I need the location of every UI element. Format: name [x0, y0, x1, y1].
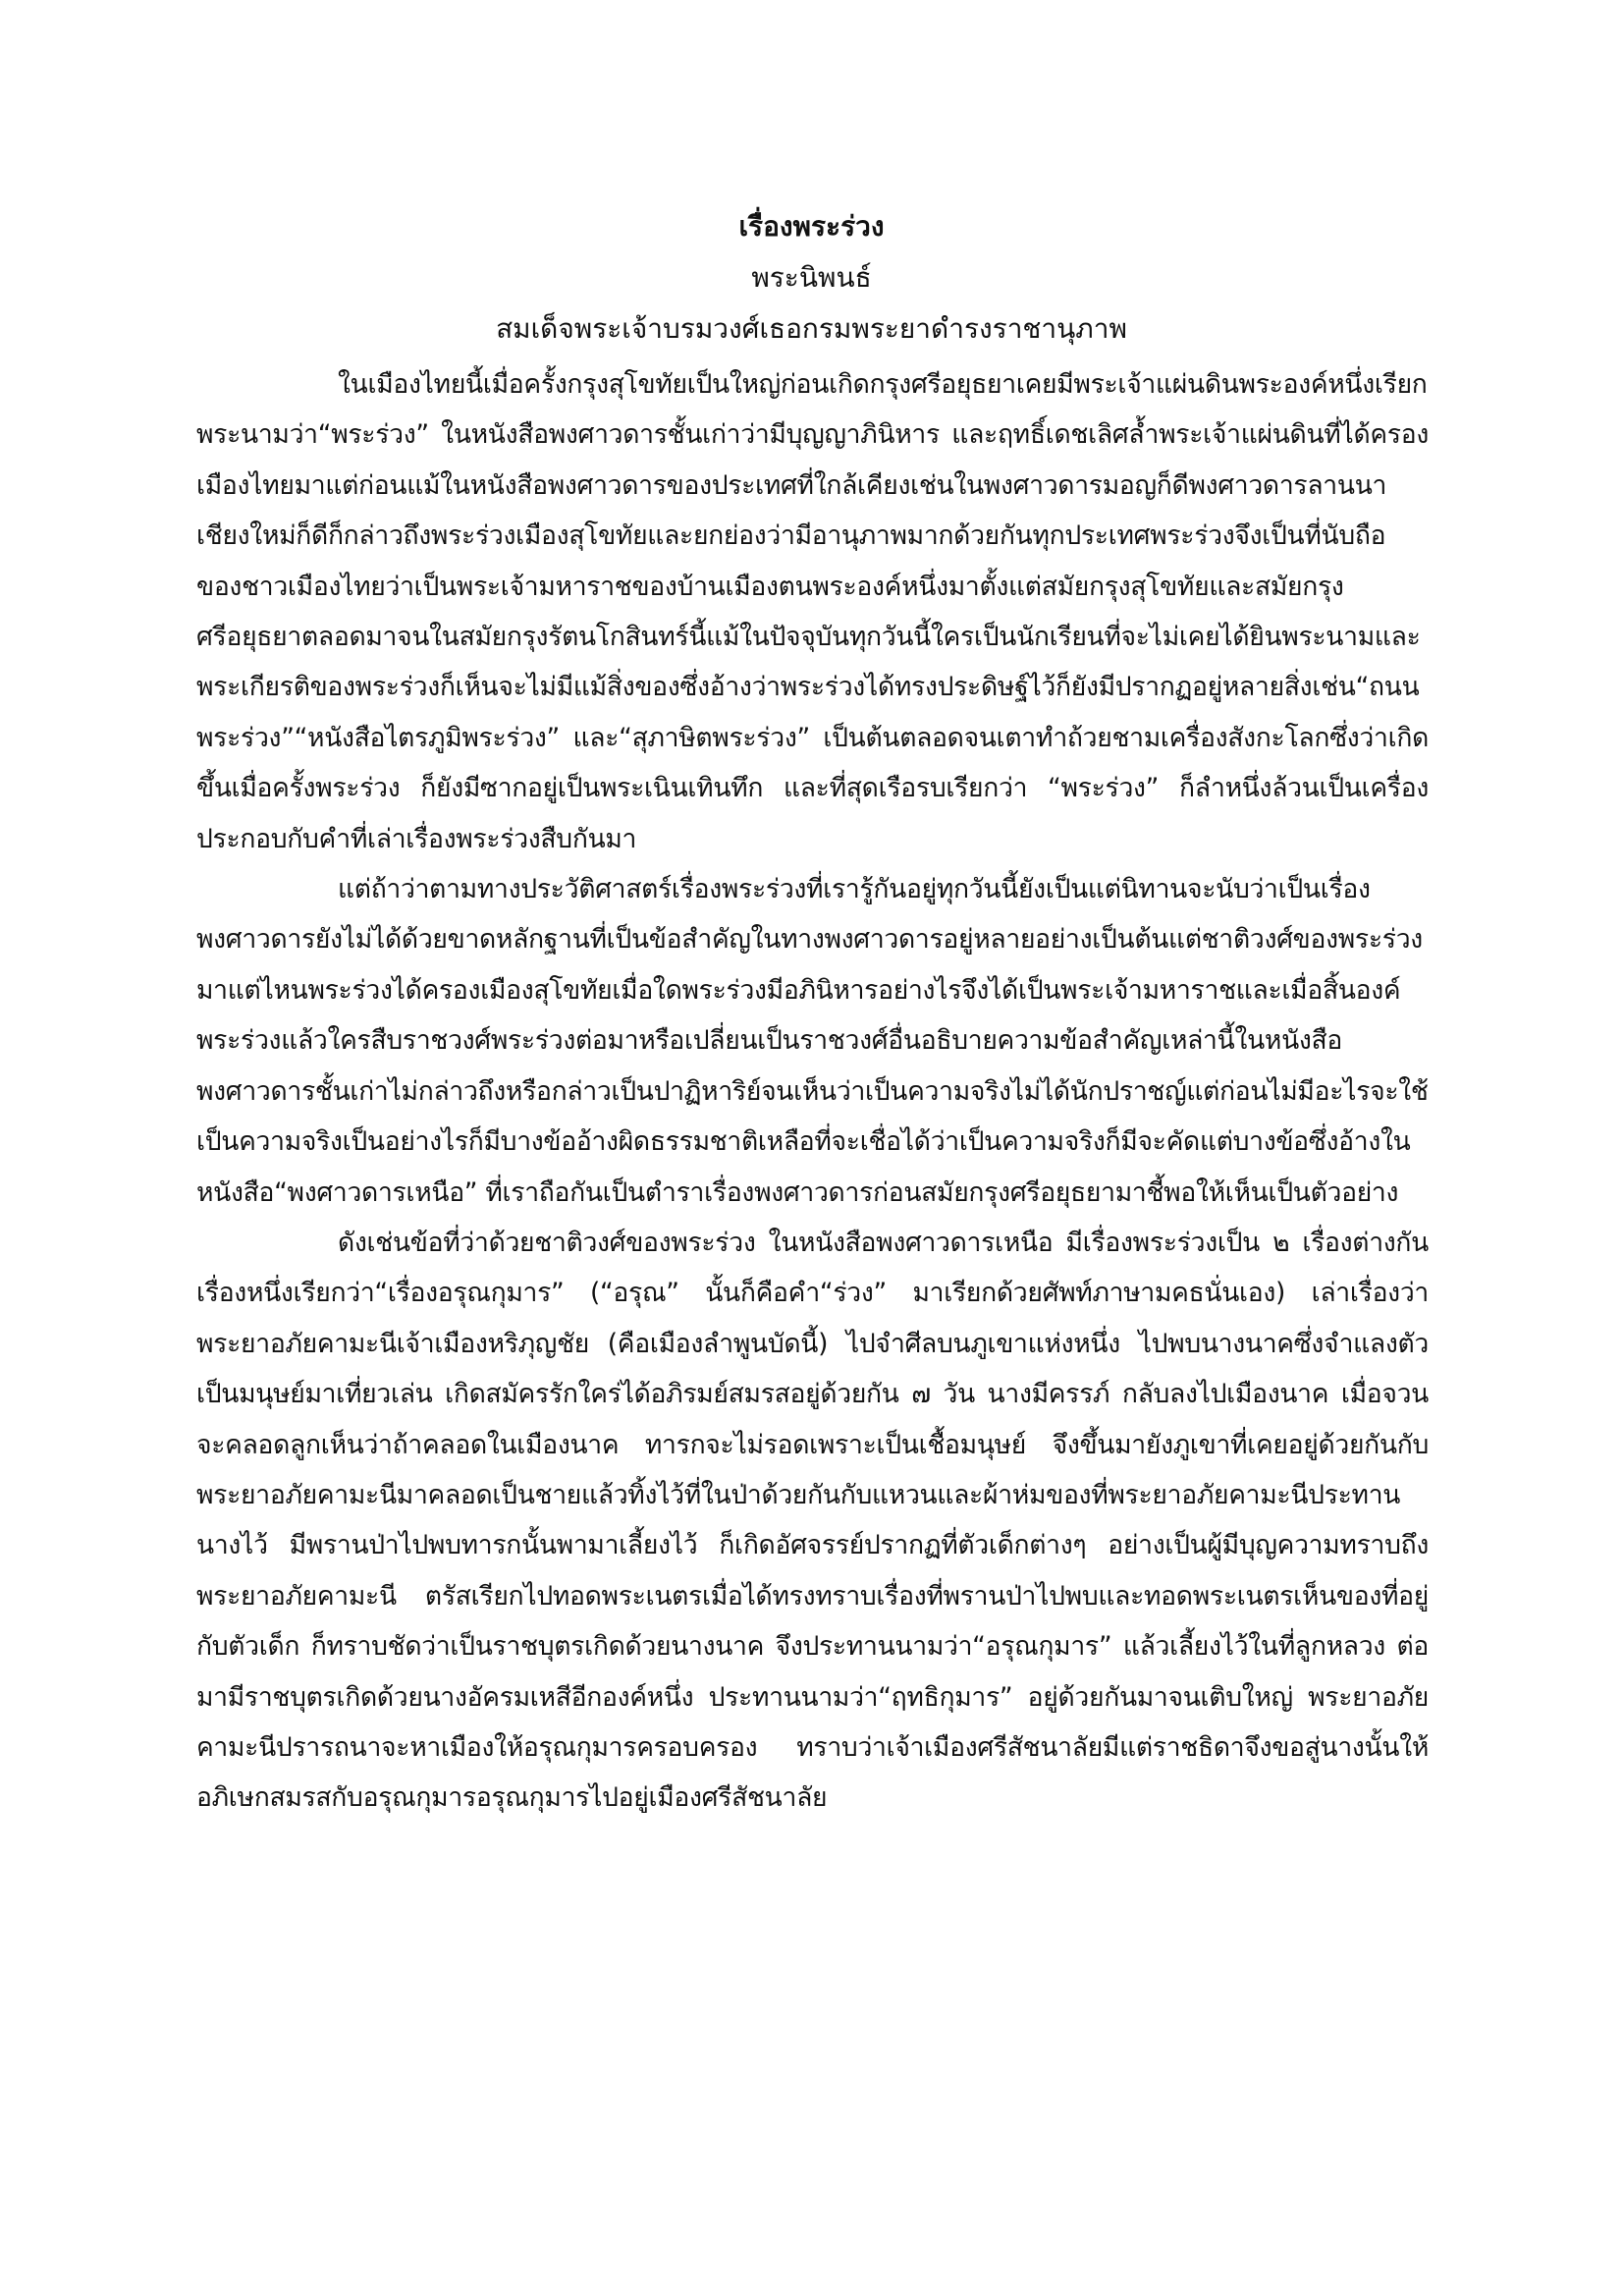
heading-block: [196, 201, 1427, 355]
document-author: สมเด็จพระเจ้าบรมวงศ์เธอกรมพระยาดำรงราชานุภาพ: [496, 312, 1127, 345]
document-subtitle: พระนิพนธ์: [751, 261, 872, 294]
paragraph: ดังเช่นข้อที่ว่าด้วยชาติวงศ์ของพระร่วง ในหนังสือพงศาวดารเหนือ มีเรื่องพระร่วงเป็น ๒ เรื่องต่างกัน เรื่องหนึ่งเรียกว่า“เรื่องอรุณกุมาร” (“อรุณ” นั้นก็คือคำ“ร่วง” มาเรียกด้วยศัพท์ภาษามคธนั่นเอง) เล่าเรื่องว่าพระยาอภัยคามะนีเจ้าเมืองหริภุญชัย (คือเมืองลำพูนบัดนี้) ไปจำศีลบนภูเขาแห่งหนึ่ง ไปพบนางนาคซึ่งจำแลงตัวเป็นมนุษย์มาเที่ยวเล่น เกิดสมัครรักใคร่ได้อภิรมย์สมรสอยู่ด้วยกัน ๗ วัน นางมีครรภ์ กลับลงไปเมืองนาค เมื่อจวนจะคลอดลูกเห็นว่าถ้าคลอดในเมืองนาค ทารกจะไม่รอดเพราะเป็นเชื้อมนุษย์ จึงขึ้นมายังภูเขาที่เคยอยู่ด้วยกันกับพระยาอภัยคามะนีมาคลอดเป็นชายแล้วทิ้งไว้ที่ในป่าด้วยกันกับแหวนและผ้าห่มของที่พระยาอภัยคามะนีประทานนางไว้ มีพรานป่าไปพบทารกนั้นพามาเลี้ยงไว้ ก็เกิดอัศจรรย์ปรากฏที่ตัวเด็กต่างๆ อย่างเป็นผู้มีบุญความทราบถึงพระยาอภัยคามะนี ตรัสเรียกไปทอดพระเนตรเมื่อได้ทรงทราบเรื่องที่พรานป่าไปพบและทอดพระเนตรเห็นของที่อยู่กับตัวเด็ก ก็ทราบชัดว่าเป็นราชบุตรเกิดด้วยนางนาค จึงประทานนามว่า“อรุณกุมาร” แล้วเลี้ยงไว้ในที่ลูกหลวง ต่อมามีราชบุตรเกิดด้วยนางอัครมเหสีอีกองค์หนึ่ง ประทานนามว่า“ฤทธิกุมาร” อยู่ด้วยกันมาจนเติบใหญ่ พระยาอภัยคามะนีปรารถนาจะหาเมืองให้อรุณกุมารครอบครอง ทราบว่าเจ้าเมืองศรีสัชนาลัยมีแต่ราชธิดาจึงขอสู่นางนั้นให้อภิเษกสมรสกับอรุณกุมารอรุณกุมารไปอยู่เมืองศรีสัชนาลัย: [196, 1227, 1429, 1814]
paragraph: แต่ถ้าว่าตามทางประวัติศาสตร์เรื่องพระร่วงที่เรารู้กันอยู่ทุกวันนี้ยังเป็นแต่นิทานจะนับว่าเป็นเรื่องพงศาวดารยังไม่ได้ด้วยขาดหลักฐานที่เป็นข้อสำคัญในทางพงศาวดารอยู่หลายอย่างเป็นต้นแต่ชาติวงศ์ของพระร่วงมาแต่ไหนพระร่วงได้ครองเมืองสุโขทัยเมื่อใดพระร่วงมีอภินิหารอย่างไรจึงได้เป็นพระเจ้ามหาราชและเมื่อสิ้นองค์พระร่วงแล้วใครสืบราชวงศ์พระร่วงต่อมาหรือเปลี่ยนเป็นราชวงศ์อื่นอธิบายความข้อสำคัญเหล่านี้ในหนังสือพงศาวดารชั้นเก่าไม่กล่าวถึงหรือกล่าวเป็นปาฏิหาริย์จนเห็นว่าเป็นความจริงไม่ได้นักปราชญ์แต่ก่อนไม่มีอะไรจะใช้เป็นความจริงเป็นอย่างไรก็มีบางข้ออ้างผิดธรรมชาติเหลือที่จะเชื่อได้ว่าเป็นความจริงก็มีจะคัดแต่บางข้อซึ่งอ้างในหนังสือ“พงศาวดารเหนือ” ที่เราถือกันเป็นตำราเรื่องพงศาวดารก่อนสมัยกรุงศรีอยุธยามาชี้พอให้เห็นเป็นตัวอย่าง: [196, 874, 1429, 1208]
body-text: [196, 359, 1429, 1824]
paragraph: ในเมืองไทยนี้เมื่อครั้งกรุงสุโขทัยเป็นใหญ่ก่อนเกิดกรุงศรีอยุธยาเคยมีพระเจ้าแผ่นดินพระองค์หนึ่งเรียกพระนามว่า“พระร่วง” ในหนังสือพงศาวดารชั้นเก่าว่ามีบุญญาภินิหาร และฤทธิ์เดชเลิศล้ำพระเจ้าแผ่นดินที่ได้ครองเมืองไทยมาแต่ก่อนแม้ในหนังสือพงศาวดารของประเทศที่ใกล้เคียงเช่นในพงศาวดารมอญก็ดีพงศาวดารลานนาเชียงใหม่ก็ดีก็กล่าวถึงพระร่วงเมืองสุโขทัยและยกย่องว่ามีอานุภาพมากด้วยกันทุกประเทศพระร่วงจึงเป็นที่นับถือของชาวเมืองไทยว่าเป็นพระเจ้ามหาราชของบ้านเมืองตนพระองค์หนึ่งมาตั้งแต่สมัยกรุงสุโขทัยและสมัยกรุงศรีอยุธยาตลอดมาจนในสมัยกรุงรัตนโกสินทร์นี้แม้ในปัจจุบันทุกวันนี้ใครเป็นนักเรียนที่จะไม่เคยได้ยินพระนามและพระเกียรติของพระร่วงก็เห็นจะไม่มีแม้สิ่งของซึ่งอ้างว่าพระร่วงได้ทรงประดิษฐ์ไว้ก็ยังมีปรากฏอยู่หลายสิ่งเช่น“ถนนพระร่วง”“หนังสือไตรภูมิพระร่วง” และ“สุภาษิตพระร่วง” เป็นต้นตลอดจนเตาทำถ้วยชามเครื่องสังกะโลกซึ่งว่าเกิดขึ้นเมื่อครั้งพระร่วง ก็ยังมีซากอยู่เป็นพระเนินเทินทึก และที่สุดเรือรบเรียกว่า “พระร่วง” ก็ลำหนึ่งล้วนเป็นเครื่องประกอบกับคำที่เล่าเรื่องพระร่วงสืบกันมา: [196, 369, 1429, 854]
document-title: เรื่องพระร่วง: [738, 210, 885, 243]
